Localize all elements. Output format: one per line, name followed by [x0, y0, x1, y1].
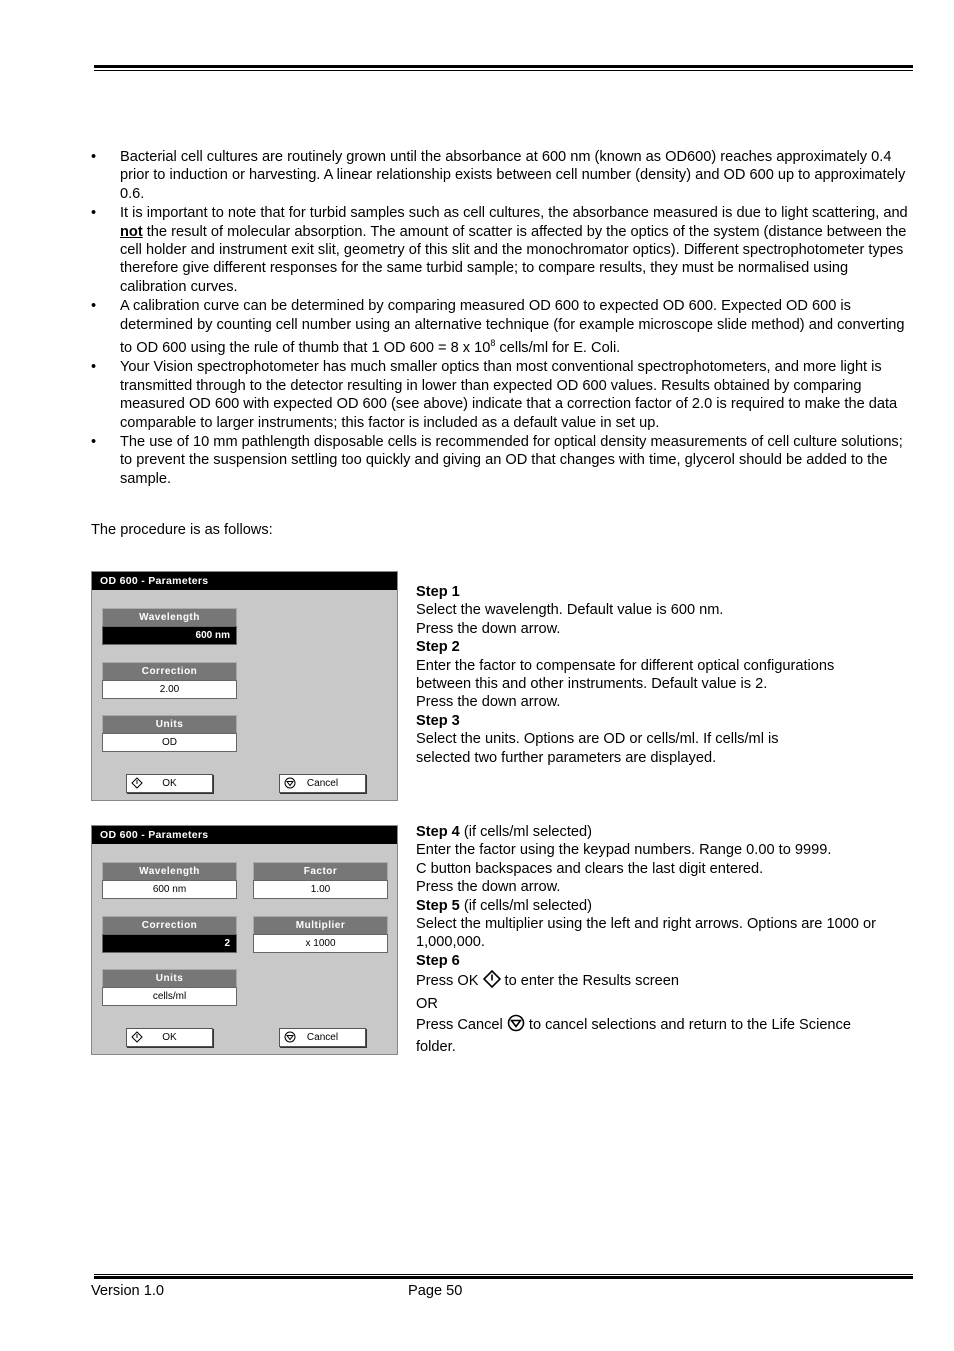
correction-field[interactable] — [102, 916, 237, 953]
step-text-part: Press OK — [416, 973, 483, 990]
ok-diamond-icon — [131, 1031, 143, 1049]
footer-page-number: Page 50 — [408, 1283, 463, 1299]
od600-parameters-panel-2 — [91, 825, 398, 1055]
footer-version: Version 1.0 — [91, 1283, 165, 1299]
ok-button[interactable] — [126, 774, 213, 793]
superscript: 8 — [490, 338, 496, 349]
panel-title: OD 600 - Parameters — [92, 826, 397, 844]
bullet-text: cells/ml for E. Coli. — [495, 339, 621, 356]
footer-rule-thin — [94, 1274, 913, 1275]
step-heading: Step 6 — [416, 952, 460, 969]
step-text: Press the down arrow. — [416, 620, 561, 637]
step-note: (if cells/ml selected) — [459, 824, 592, 840]
cancel-label: Cancel — [306, 1032, 339, 1043]
step-text: Press the down arrow. — [416, 879, 561, 896]
step-text: Press the down arrow. — [416, 694, 561, 711]
list-item — [91, 433, 911, 488]
wavelength-field[interactable] — [102, 608, 237, 645]
header-rule — [94, 65, 913, 68]
bullet-text: It is important to note that for turbid samples such as cell cultures, the absorbance measured is due to light scattering, and — [120, 205, 908, 222]
step-heading: Step 3 — [416, 712, 460, 729]
wavelength-label: Wavelength — [102, 608, 237, 626]
header-rule-thin — [94, 70, 913, 71]
multiplier-label: Multiplier — [253, 916, 388, 934]
ok-diamond-icon — [483, 970, 501, 995]
wavelength-value[interactable]: 600 nm — [102, 880, 237, 899]
panel-title: OD 600 - Parameters — [92, 572, 397, 590]
cancel-stop-icon — [284, 1031, 296, 1049]
cancel-stop-icon — [284, 777, 296, 795]
step-text: Enter the factor using the keypad numbers. Range 0.00 to 9999. — [416, 842, 832, 859]
steps-1-to-3 — [416, 583, 916, 767]
correction-field[interactable] — [102, 662, 237, 699]
step-text — [416, 970, 916, 995]
ok-diamond-icon — [131, 777, 143, 795]
factor-field[interactable] — [253, 862, 388, 899]
multiplier-field[interactable] — [253, 916, 388, 953]
step-text: Select the wavelength. Default value is 600 nm. — [416, 602, 724, 619]
step-heading: Step 5 — [416, 897, 460, 914]
factor-value[interactable]: 1.00 — [253, 880, 388, 899]
bullet-text: The use of 10 mm pathlength disposable cells is recommended for optical density measurements of cell culture solutions; to prevent the suspension settling too quickly and giving an OD that changes with time, glycerol should be added to the sample. — [120, 433, 903, 487]
footer-rule — [94, 1276, 913, 1279]
step-text: C button backspaces and clears the last digit entered. — [416, 860, 764, 877]
wavelength-field[interactable] — [102, 862, 237, 899]
step-text-part: to cancel selections and return to the Life Science folder. — [416, 1016, 851, 1055]
bullet-text: Bacterial cell cultures are routinely grown until the absorbance at 600 nm (known as OD600) reaches approximately 0.4 prior to induction or harvesting. A linear relationship exists between cell number (density) and OD 600 up to approximately 0.6. — [120, 149, 906, 202]
emphasis-not: not — [120, 223, 143, 240]
list-item — [91, 358, 911, 432]
units-label: Units — [102, 715, 237, 733]
correction-value[interactable]: 2.00 — [102, 680, 237, 699]
od600-parameters-panel-1 — [91, 571, 398, 801]
units-label: Units — [102, 969, 237, 987]
correction-label: Correction — [102, 916, 237, 934]
step-text-part: Press Cancel — [416, 1016, 507, 1033]
units-value[interactable]: OD — [102, 733, 237, 752]
factor-label: Factor — [253, 862, 388, 880]
ok-label: OK — [162, 778, 177, 789]
cancel-stop-icon — [507, 1014, 525, 1038]
units-field[interactable] — [102, 969, 237, 1006]
units-value[interactable]: cells/ml — [102, 987, 237, 1006]
step-heading: Step 1 — [416, 584, 460, 600]
step-heading: Step 2 — [416, 639, 460, 656]
list-item — [91, 148, 911, 203]
cancel-button[interactable] — [279, 1028, 366, 1047]
correction-value[interactable]: 2 — [102, 934, 237, 953]
correction-label: Correction — [102, 662, 237, 680]
units-field[interactable] — [102, 715, 237, 752]
cancel-label: Cancel — [306, 778, 339, 789]
ok-label: OK — [162, 1032, 177, 1043]
bullet-list — [91, 148, 911, 489]
list-item — [91, 297, 911, 357]
procedure-intro: The procedure is as follows: — [91, 522, 273, 538]
step-text-part: to enter the Results screen — [500, 973, 679, 990]
wavelength-label: Wavelength — [102, 862, 237, 880]
ok-button[interactable] — [126, 1028, 213, 1047]
wavelength-value[interactable]: 600 nm — [102, 626, 237, 645]
step-text: Select the units. Options are OD or cells/ml. If cells/ml is selected two further parameters are displayed. — [416, 731, 779, 766]
bullet-text: the result of molecular absorption. The amount of scatter is affected by the optics of the system (distance between the cell holder and instrument exit slit, geometry of this slit and the monochromator optics). Different spectrophotometer types therefore give different responses for the same turbid sample; to compare results, they must be normalised using calibration curves. — [120, 223, 907, 295]
step-text: OR — [416, 996, 438, 1013]
steps-4-to-6 — [416, 823, 916, 1057]
step-note: (if cells/ml selected) — [459, 897, 592, 914]
step-text: Select the multiplier using the left and right arrows. Options are 1000 or 1,000,000. — [416, 916, 876, 951]
list-item — [91, 204, 911, 296]
bullet-text: Your Vision spectrophotometer has much smaller optics than most conventional spectrophotometers, and more light is transmitted through to the detector resulting in lower than expected OD 600 values. Results obtained by comparing measured OD 600 with expected OD 600 (see above) indicate that a correction factor of 2.0 is required to make the data comparable to larger instruments; this factor is included as a default value in set up. — [120, 359, 898, 431]
multiplier-value[interactable]: x 1000 — [253, 934, 388, 953]
bullet-text: A calibration curve can be determined by comparing measured OD 600 to expected OD 600. Expected OD 600 is determined by counting cell number using an alternative technique (for example microscope slide method) and converting to OD 600 using the rule of thumb that 1 OD 600 = 8 x 10 — [120, 298, 905, 356]
cancel-button[interactable] — [279, 774, 366, 793]
step-heading: Step 4 — [416, 824, 460, 840]
step-text: Enter the factor to compensate for different optical configurations between this and other instruments. Default value is 2. — [416, 657, 835, 693]
step-text — [416, 1014, 856, 1057]
